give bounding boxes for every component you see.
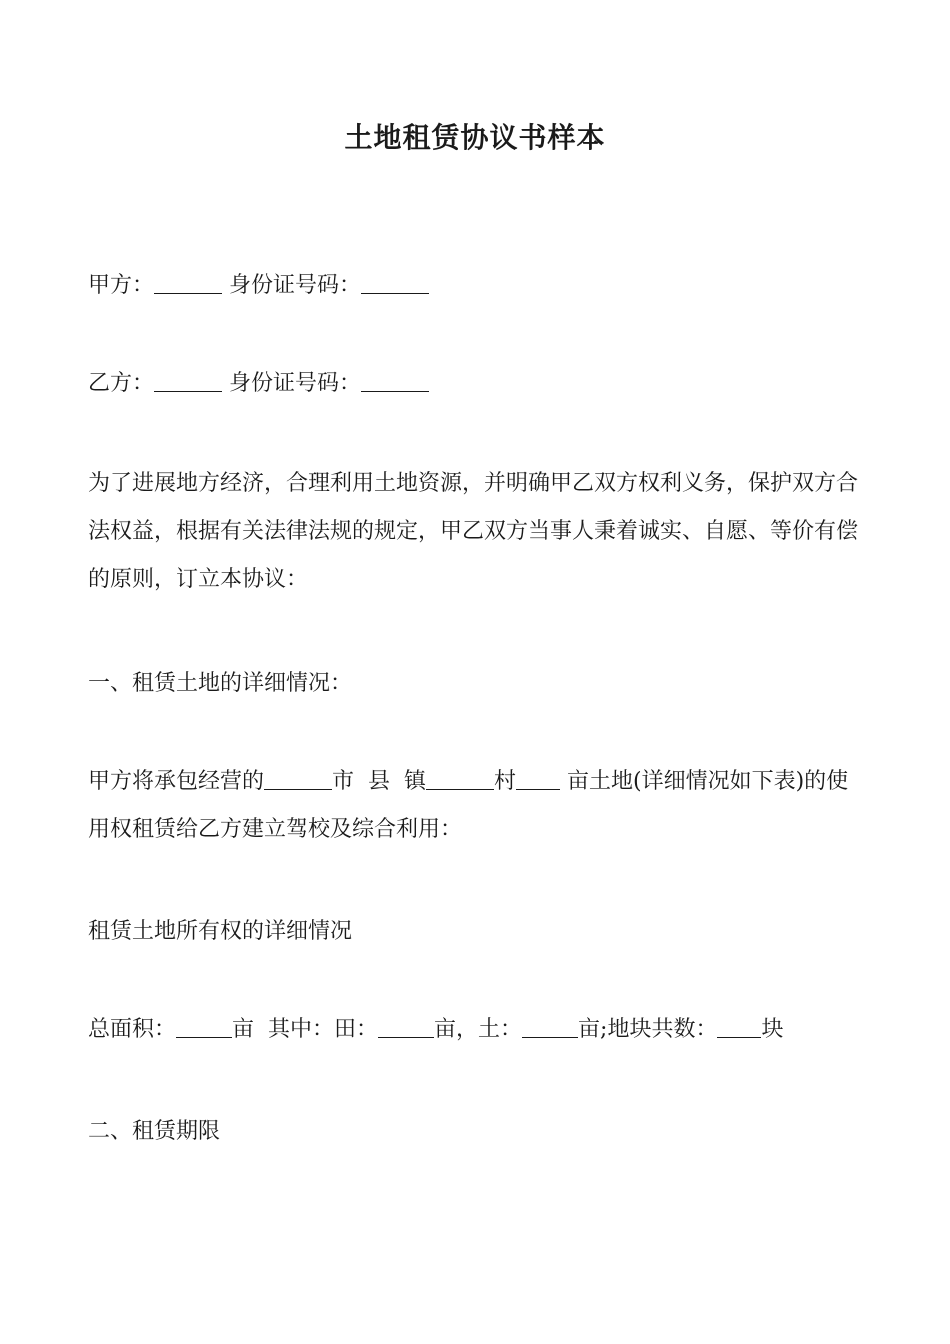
field-area-blank[interactable] [378,1017,434,1038]
party-b-id-blank[interactable] [361,371,429,392]
block-label: 块 [761,1017,784,1042]
section1-text-part3: 村 [494,769,517,794]
section1-heading: 一、租赁土地的详细情况： [88,671,353,696]
city-blank[interactable] [264,769,332,790]
party-b-label: 乙方： [88,371,155,396]
party-b-id-label: 身份证号码： [229,371,362,396]
mu-blank[interactable] [516,769,560,790]
section1-text-part2: 市 县 镇 [332,769,426,794]
party-b-line [88,360,868,408]
ownership-heading: 租赁土地所有权的详细情况 [88,919,353,944]
party-a-line [88,262,868,310]
area-line [88,1006,888,1054]
village-blank[interactable] [426,769,494,790]
party-a-name-blank[interactable] [154,273,222,294]
plots-label: 亩;地块共数： [578,1017,718,1042]
section2-heading: 二、租赁期限 [88,1119,221,1144]
soil-label: 亩，土： [434,1017,523,1042]
party-a-label: 甲方： [88,273,155,298]
total-area-blank[interactable] [176,1017,232,1038]
section1-text-part4: 亩土地(详细情况如下表)的使用权租赁给乙方建立驾校及综合利用： [88,769,849,842]
party-a-id-blank[interactable] [361,273,429,294]
section1-text-part1: 甲方将承包经营的 [88,769,265,794]
party-a-id-label: 身份证号码： [229,273,362,298]
section1-paragraph [88,758,868,854]
field-label: 亩 其中：田： [232,1017,379,1042]
plots-count-blank[interactable] [717,1017,761,1038]
party-b-name-blank[interactable] [154,371,222,392]
preamble-paragraph: 为了进展地方经济，合理利用土地资源，并明确甲乙双方权利义务，保护双方合法权益，根据有关法律法规的规定，甲乙双方当事人秉着诚实、自愿、等价有偿的原则，订立本协议： [88,471,859,592]
page-title: 土地租赁协议书样本 [344,121,606,154]
total-area-label: 总面积： [88,1017,177,1042]
soil-area-blank[interactable] [522,1017,578,1038]
